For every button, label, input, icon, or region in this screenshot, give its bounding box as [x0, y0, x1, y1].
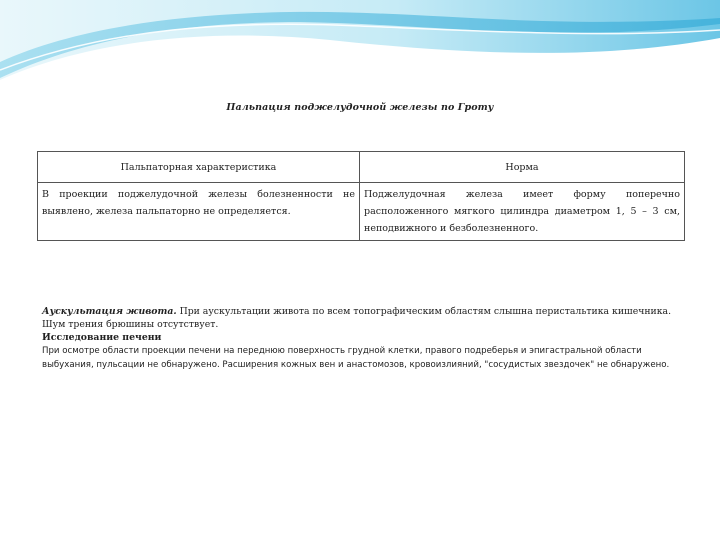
auscultation-label: Аускультация живота. — [42, 306, 177, 317]
table-header-cell: Пальпаторная характеристика — [38, 152, 360, 183]
table-cell: В проекции поджелудочной железы болезненности не выявлено, железа пальпаторно не определяется. — [38, 183, 360, 241]
liver-heading: Исследование печени — [42, 332, 162, 343]
decorative-wave-header — [0, 0, 720, 90]
table-row — [38, 183, 685, 241]
table-header-row — [38, 152, 685, 183]
slide-title: Пальпация поджелудочной железы по Гроту — [226, 102, 494, 113]
liver-text: При осмотре области проекции печени на переднюю поверхность грудной клетки, правого подреберья и эпигастральной области выбухания, пульсации не обнаружено. Расширения кожных вен и анастомозов, кровоизлияний, "сосудистых звездочек" не обнаружено. — [42, 346, 670, 370]
exam-text-block — [42, 305, 682, 372]
palpation-table — [37, 151, 685, 241]
table-cell: Поджелудочная железа имеет форму поперечно расположенного мягкого цилиндра диаметром 1, 5 – 3 см, неподвижного и безболезненного. — [360, 183, 685, 241]
auscultation-text: При аускультации живота по всем топографическим областям слышна перистальтика кишечника. Шум трения брюшины отсутствует. — [42, 306, 672, 330]
auscultation-paragraph — [42, 305, 682, 331]
table-header-cell: Норма — [360, 152, 685, 183]
